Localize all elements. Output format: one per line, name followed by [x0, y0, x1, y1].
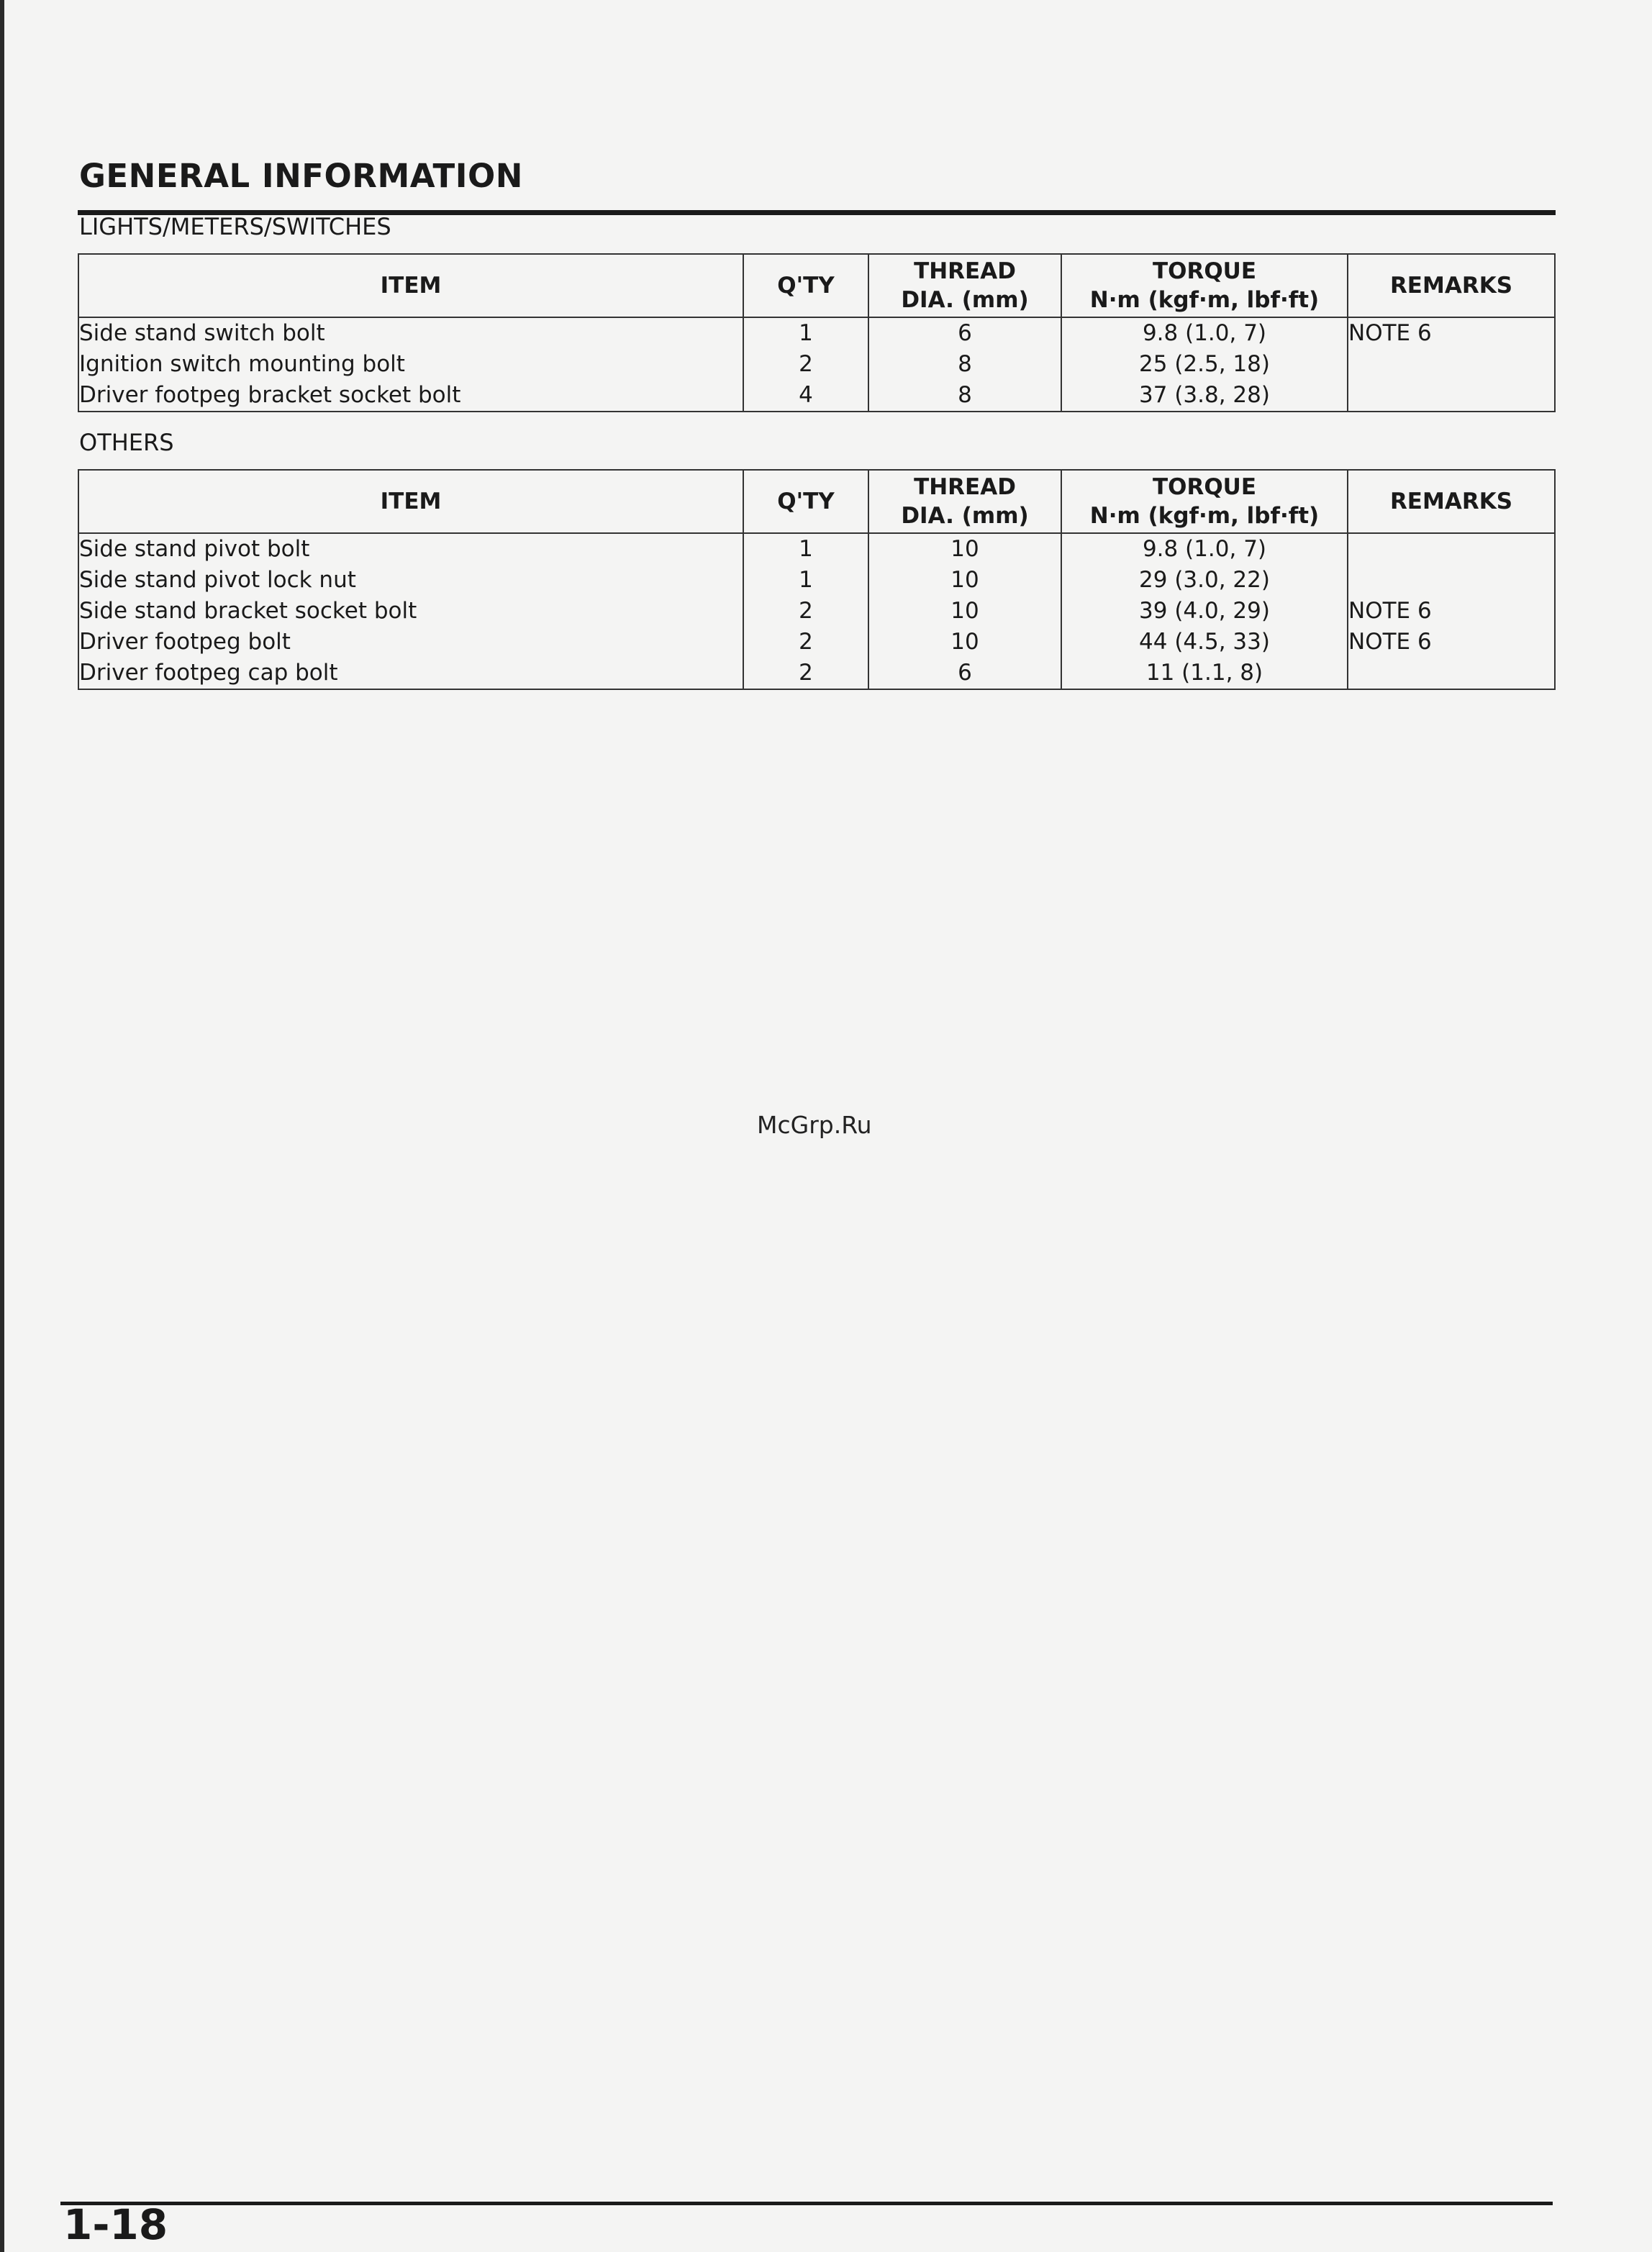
table-row: [78, 658, 1555, 689]
table-row: [78, 533, 1555, 565]
table-header-row: [78, 470, 1555, 533]
torque-table-others: [78, 469, 1556, 690]
cell-dia: 10: [868, 596, 1061, 627]
cell-dia: 6: [868, 317, 1061, 349]
cell-item: Side stand pivot lock nut: [78, 565, 743, 596]
cell-torque: 9.8 (1.0, 7): [1061, 317, 1348, 349]
cell-qty: 1: [743, 565, 868, 596]
cell-item: Side stand pivot bolt: [78, 533, 743, 565]
header-thread-line2: DIA. (mm): [901, 287, 1029, 313]
cell-remarks: NOTE 6: [1348, 627, 1555, 658]
header-thread-line1: THREAD: [914, 258, 1016, 284]
header-qty: Q'TY: [743, 470, 868, 533]
cell-remarks: [1348, 380, 1555, 412]
cell-torque: 25 (2.5, 18): [1061, 349, 1348, 380]
cell-remarks: [1348, 658, 1555, 689]
cell-qty: 2: [743, 596, 868, 627]
cell-dia: 8: [868, 349, 1061, 380]
page-title: GENERAL INFORMATION: [79, 157, 523, 195]
table-header-row: [78, 254, 1555, 317]
cell-remarks: NOTE 6: [1348, 596, 1555, 627]
cell-remarks: NOTE 6: [1348, 317, 1555, 349]
table-row: [78, 627, 1555, 658]
header-thread-dia: [868, 254, 1061, 317]
table-row: [78, 349, 1555, 380]
cell-item: Ignition switch mounting bolt: [78, 349, 743, 380]
cell-torque: 39 (4.0, 29): [1061, 596, 1348, 627]
table-row: [78, 565, 1555, 596]
cell-item: Side stand bracket socket bolt: [78, 596, 743, 627]
header-thread-dia: [868, 470, 1061, 533]
cell-dia: 10: [868, 533, 1061, 565]
cell-qty: 4: [743, 380, 868, 412]
cell-qty: 2: [743, 627, 868, 658]
section-label-lights-meters-switches: LIGHTS/METERS/SWITCHES: [79, 213, 391, 240]
cell-dia: 8: [868, 380, 1061, 412]
cell-remarks: [1348, 565, 1555, 596]
table-row: [78, 596, 1555, 627]
cell-qty: 1: [743, 533, 868, 565]
header-torque-line1: TORQUE: [1152, 474, 1257, 500]
header-item: ITEM: [78, 470, 743, 533]
cell-item: Side stand switch bolt: [78, 317, 743, 349]
cell-torque: 9.8 (1.0, 7): [1061, 533, 1348, 565]
cell-torque: 29 (3.0, 22): [1061, 565, 1348, 596]
cell-item: Driver footpeg bracket socket bolt: [78, 380, 743, 412]
table-row: [78, 380, 1555, 412]
cell-item: Driver footpeg cap bolt: [78, 658, 743, 689]
watermark: McGrp.Ru: [757, 1111, 872, 1139]
table-row: [78, 317, 1555, 349]
page-number: 1-18: [63, 2200, 168, 2249]
header-thread-line2: DIA. (mm): [901, 503, 1029, 529]
header-qty: Q'TY: [743, 254, 868, 317]
cell-item: Driver footpeg bolt: [78, 627, 743, 658]
header-item: ITEM: [78, 254, 743, 317]
cell-qty: 1: [743, 317, 868, 349]
scan-edge: [0, 0, 4, 2252]
cell-torque: 37 (3.8, 28): [1061, 380, 1348, 412]
cell-remarks: [1348, 349, 1555, 380]
cell-dia: 10: [868, 627, 1061, 658]
header-thread-line1: THREAD: [914, 474, 1016, 500]
header-torque: [1061, 470, 1348, 533]
torque-table-lights-meters-switches: [78, 253, 1556, 412]
cell-qty: 2: [743, 658, 868, 689]
cell-torque: 44 (4.5, 33): [1061, 627, 1348, 658]
cell-remarks: [1348, 533, 1555, 565]
header-torque: [1061, 254, 1348, 317]
header-remarks: REMARKS: [1348, 254, 1555, 317]
header-torque-line1: TORQUE: [1152, 258, 1257, 284]
cell-qty: 2: [743, 349, 868, 380]
header-torque-line2: N·m (kgf·m, lbf·ft): [1089, 503, 1320, 529]
header-torque-line2: N·m (kgf·m, lbf·ft): [1089, 287, 1320, 313]
cell-dia: 10: [868, 565, 1061, 596]
cell-torque: 11 (1.1, 8): [1061, 658, 1348, 689]
header-remarks: REMARKS: [1348, 470, 1555, 533]
cell-dia: 6: [868, 658, 1061, 689]
footer-rule: [60, 2202, 1553, 2205]
section-label-others: OTHERS: [79, 429, 174, 456]
